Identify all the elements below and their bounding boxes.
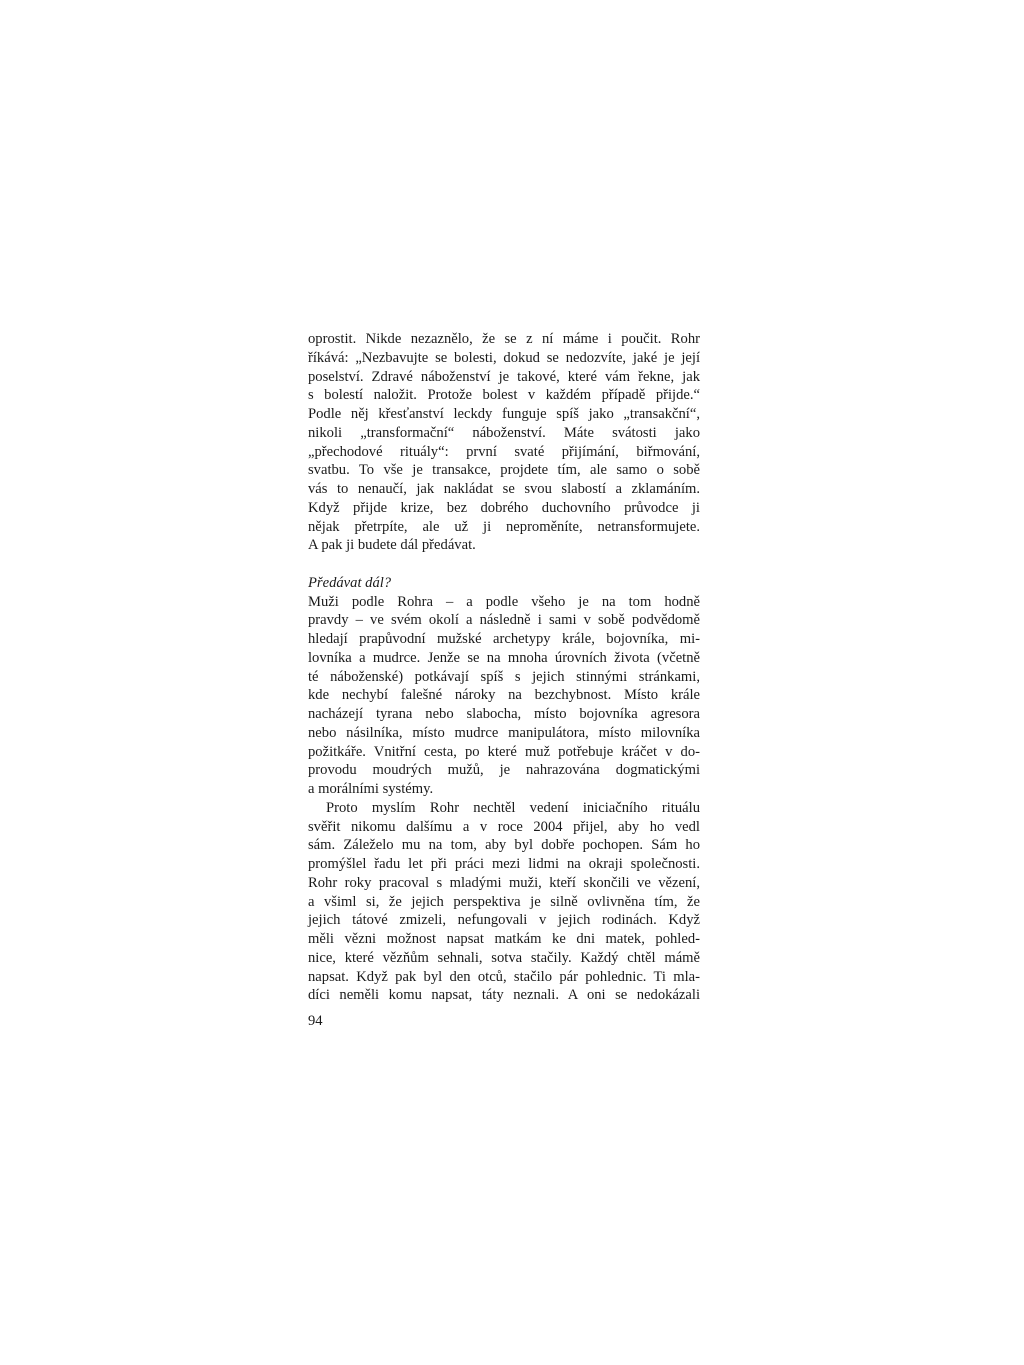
text-line: nějak přetrpíte, ale už ji neproměníte, netransformujete. <box>308 518 700 535</box>
text-line: nikoli „transformační“ náboženství. Máte svátosti jako <box>308 424 700 441</box>
text-line: Když přijde krize, bez dobrého duchovního průvodce ji <box>308 499 700 516</box>
text-line: měli vězni možnost napsat matkám ke dni matek, pohled- <box>308 931 700 947</box>
text-line: díci neměli komu napsat, táty neznali. A oni se nedokázali <box>308 987 700 1004</box>
page-number: 94 <box>308 1013 323 1029</box>
paragraph-1 <box>308 330 700 555</box>
text-line: a všiml si, že jejich perspektiva je silně ovlivněna tím, že <box>308 893 700 910</box>
text-line: napsat. Když pak byl den otců, stačilo pár pohlednic. Ti mla- <box>308 968 700 985</box>
text-line: říkává: „Nezbavujte se bolesti, dokud se nedozvíte, jaké je její <box>308 349 700 366</box>
text-line: a morálními systémy. <box>308 781 434 797</box>
text-line: promýšlel řadu let při práci mezi lidmi na okraji společnosti. <box>308 856 700 872</box>
text-line: oprostit. Nikde nezaznělo, že se z ní máme i poučit. Rohr <box>308 331 700 347</box>
text-line: s bolestí naložit. Protože bolest v každém případě přijde.“ <box>308 387 700 404</box>
text-line: provodu moudrých mužů, je nahrazována dogmatickými <box>308 762 700 779</box>
text-line: A pak ji budete dál předávat. <box>308 537 476 554</box>
text-line: Podle něj křesťanství leckdy funguje spíš jako „transakční“, <box>308 406 700 422</box>
page-body <box>308 330 700 1005</box>
paragraph-3 <box>308 799 700 1005</box>
text-line: nacházejí tyrana nebo slabocha, místo bojovníka agresora <box>308 706 700 722</box>
text-line: svěřit nikomu dalšímu a v roce 2004 přijel, aby ho vedl <box>308 818 700 835</box>
text-line: Muži podle Rohra – a podle všeho je na tom hodně <box>308 593 700 610</box>
text-line: hledají prapůvodní mužské archetypy krále, bojovníka, mi- <box>308 631 700 647</box>
text-line: požitkáře. Vnitřní cesta, po které muž potřebuje kráčet v do- <box>308 743 700 760</box>
text-line: lovníka a mudrce. Jenže se na mnoha úrovních života (včetně <box>308 649 700 666</box>
text-line: té náboženské) potkávají spíš s jejich stinnými stránkami, <box>308 668 700 685</box>
text-line: pravdy – ve svém okolí a následně i sami v sobě podvědomě <box>308 612 700 629</box>
text-line: Rohr roky pracoval s mladými muži, kteří skončili ve vězení, <box>308 874 700 891</box>
text-line: poselství. Zdravé náboženství je takové, které vám řekne, jak <box>308 368 700 385</box>
text-line: „přechodové rituály“: první svaté přijímání, biřmování, <box>308 443 700 460</box>
text-line: kde nechybí falešné nároky na bezchybnost. Místo krále <box>308 687 700 704</box>
text-line: svatbu. To vše je transakce, projdete tím, ale samo o sobě <box>308 462 700 479</box>
text-line: sám. Záleželo mu na tom, aby byl dobře pochopen. Sám ho <box>308 837 700 854</box>
paragraph-2 <box>308 593 700 799</box>
text-line: Proto myslím Rohr nechtěl vedení iniciačního rituálu <box>326 799 700 816</box>
text-line: vás to nenaučí, jak nakládat se svou slabostí a zklamáním. <box>308 481 700 497</box>
text-line: jejich tátové zmizeli, nefungovali v jejich rodinách. Když <box>308 912 700 929</box>
text-line: nebo násilníka, místo mudrce manipulátora, místo milovníka <box>308 724 700 741</box>
section-heading: Předávat dál? <box>308 574 392 591</box>
text-line: nice, které vězňům sehnali, sotva stačily. Každý chtěl mámě <box>308 949 700 966</box>
